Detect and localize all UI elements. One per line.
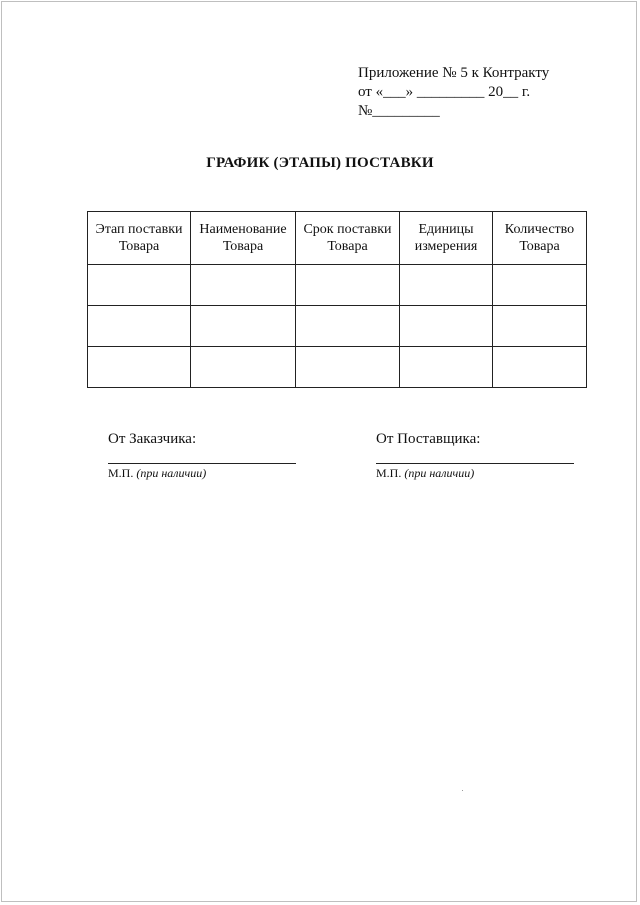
- supplier-label: От Поставщика:: [376, 431, 481, 447]
- table-cell[interactable]: [296, 265, 400, 306]
- table-cell[interactable]: [400, 306, 493, 347]
- supplier-signature-line[interactable]: [376, 463, 574, 464]
- table-cell[interactable]: [493, 306, 587, 347]
- header-units: Единицы измерения: [400, 212, 493, 265]
- table-cell[interactable]: [493, 347, 587, 388]
- supplier-stamp-prefix: М.П.: [376, 466, 402, 480]
- contract-date-line: от «___» _________ 20__ г.: [358, 84, 531, 100]
- table-cell[interactable]: [400, 347, 493, 388]
- header-delivery-term: Срок поставки Товара: [296, 212, 400, 265]
- customer-label: От Заказчика:: [108, 431, 197, 447]
- scan-speck: [462, 790, 463, 791]
- table-header-row: [88, 212, 587, 265]
- header-product-name: Наименование Товара: [191, 212, 296, 265]
- appendix-reference: [358, 64, 549, 121]
- table-cell[interactable]: [191, 265, 296, 306]
- customer-stamp-prefix: М.П.: [108, 466, 134, 480]
- contract-number-line: №_________: [358, 103, 440, 119]
- appendix-title: Приложение № 5 к Контракту: [358, 65, 550, 81]
- table-cell[interactable]: [88, 265, 191, 306]
- table-cell[interactable]: [400, 265, 493, 306]
- table-row: [88, 347, 587, 388]
- table-cell[interactable]: [88, 347, 191, 388]
- table-cell[interactable]: [88, 306, 191, 347]
- header-quantity: Количество Товара: [493, 212, 587, 265]
- table-row: [88, 306, 587, 347]
- document-title: ГРАФИК (ЭТАПЫ) ПОСТАВКИ: [206, 155, 434, 171]
- customer-stamp-condition: (при наличии): [136, 466, 207, 480]
- supplier-signature-block: [376, 430, 574, 480]
- table-row: [88, 265, 587, 306]
- customer-signature-block: [108, 430, 296, 480]
- customer-signature-line[interactable]: [108, 463, 296, 464]
- table-cell[interactable]: [296, 306, 400, 347]
- customer-stamp-note: [108, 466, 296, 480]
- table-cell[interactable]: [493, 265, 587, 306]
- header-stage: Этап поставки Товара: [88, 212, 191, 265]
- table-cell[interactable]: [296, 347, 400, 388]
- supplier-stamp-note: [376, 466, 574, 480]
- delivery-schedule-table: [87, 211, 587, 388]
- supplier-stamp-condition: (при наличии): [404, 466, 475, 480]
- table-cell[interactable]: [191, 306, 296, 347]
- table-cell[interactable]: [191, 347, 296, 388]
